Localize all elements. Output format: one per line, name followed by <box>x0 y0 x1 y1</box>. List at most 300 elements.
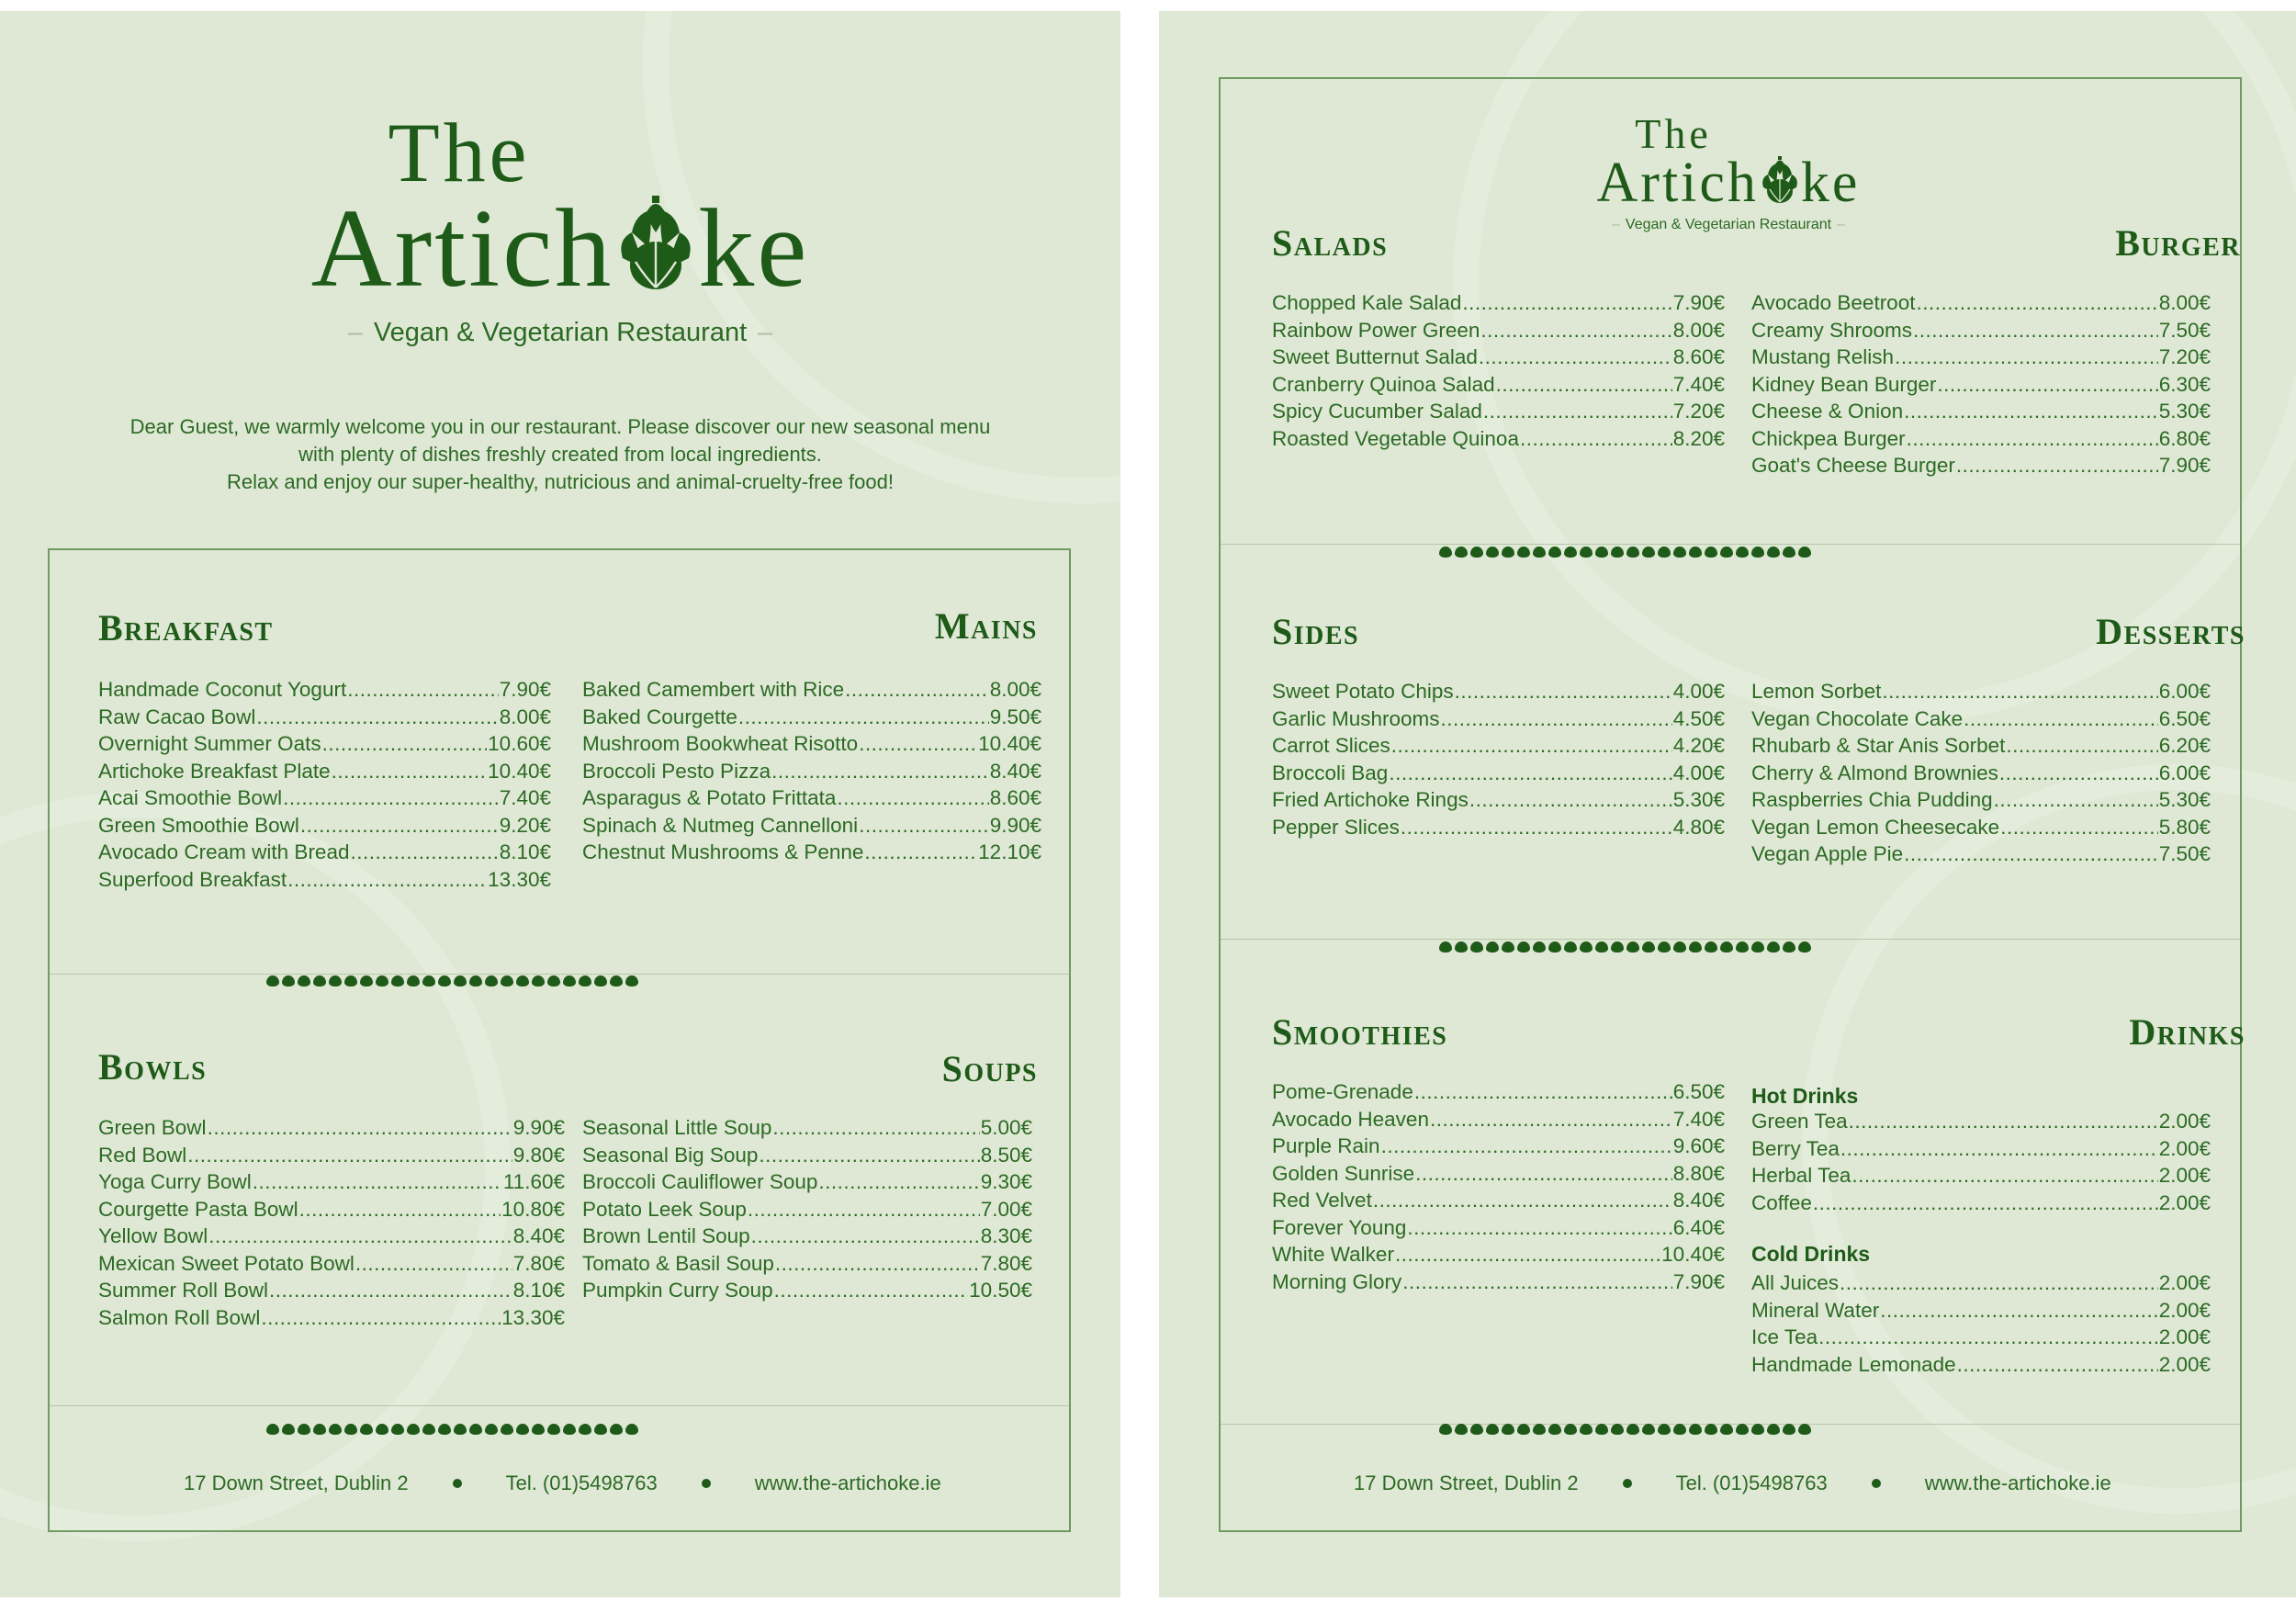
menu-item-price: 8.10€ <box>499 840 551 863</box>
soups-list <box>582 1116 1032 1306</box>
menu-item-name: Berry Tea <box>1751 1136 1840 1160</box>
menu-item-name: Sweet Potato Chips <box>1272 680 1454 703</box>
menu-item-name: Summer Roll Bowl <box>98 1279 269 1302</box>
menu-item-price: 7.00€ <box>980 1197 1032 1221</box>
menu-item-price: 2.00€ <box>2158 1136 2211 1160</box>
leaf-icon <box>422 975 435 987</box>
menu-item-name: Asparagus & Potato Frittata <box>582 786 837 809</box>
menu-item-price: 5.30€ <box>2158 788 2211 811</box>
menu-item <box>1751 1353 2211 1381</box>
menu-item-name: Coffee <box>1751 1190 1812 1214</box>
menu-item <box>98 1116 565 1144</box>
menu-item-price: 4.00€ <box>1672 680 1725 703</box>
menu-item <box>1751 427 2211 455</box>
menu-item-name: Pome-Grenade <box>1272 1080 1413 1103</box>
leaf-icon <box>438 975 451 987</box>
dot-leader <box>261 1306 501 1327</box>
menu-item-name: Vegan Chocolate Cake <box>1751 706 1964 730</box>
dot-leader <box>771 760 989 781</box>
leaf-icon <box>1705 1424 1717 1435</box>
menu-item <box>582 760 1041 787</box>
contact-footer <box>1354 1471 2111 1495</box>
leaf-icon <box>360 1424 373 1435</box>
menu-item <box>98 1170 565 1198</box>
menu-item-name: Goat's Cheese Burger <box>1751 454 1955 477</box>
leaf-divider-icon <box>1439 941 1811 953</box>
leaf-icon <box>1642 941 1655 953</box>
leaf-icon <box>438 1424 451 1435</box>
leaf-icon <box>547 975 560 987</box>
menu-item-name: Raspberries Chia Pudding <box>1751 788 1993 811</box>
dot-leader <box>208 1116 512 1137</box>
leaf-icon <box>1736 547 1749 558</box>
dot-leader <box>1469 788 1672 809</box>
menu-item-price: 8.60€ <box>1672 345 1725 368</box>
leaf-icon <box>532 1424 545 1435</box>
dot-leader <box>1389 761 1671 783</box>
menu-item-price: 7.50€ <box>2158 842 2211 865</box>
menu-item-name: Herbal Tea <box>1751 1164 1851 1187</box>
menu-item-name: Brown Lentil Soup <box>582 1224 750 1247</box>
leaf-icon <box>469 1424 482 1435</box>
leaf-icon <box>344 975 357 987</box>
menu-item-name: Baked Camembert with Rice <box>582 678 845 701</box>
logo-the: The <box>1635 110 1712 157</box>
dot-leader <box>738 705 989 727</box>
sides-title: Sides <box>1272 611 1360 652</box>
dot-leader <box>1840 1271 2158 1292</box>
dot-leader <box>1880 1299 2157 1320</box>
dot-leader <box>283 786 499 807</box>
leaf-icon <box>422 1424 435 1435</box>
leaf-divider-icon <box>1439 547 1811 558</box>
menu-item <box>1272 816 1725 843</box>
leaf-icon <box>1798 547 1811 558</box>
dot-leader <box>269 1279 512 1300</box>
leaf-icon <box>266 1424 279 1435</box>
dot-leader <box>1999 761 2158 783</box>
menu-item-name: Courgette Pasta Bowl <box>98 1197 298 1221</box>
menu-item <box>582 786 1041 814</box>
breakfast-title: Breakfast <box>98 607 274 648</box>
menu-item <box>1751 1137 2211 1165</box>
menu-item <box>1751 1271 2211 1299</box>
leaf-icon <box>1642 1424 1655 1435</box>
menu-item <box>1751 1191 2211 1219</box>
menu-item <box>1751 788 2211 816</box>
leaf-icon <box>298 1424 310 1435</box>
menu-item <box>98 840 551 868</box>
dot-leader <box>2006 734 2157 755</box>
dot-leader <box>845 678 989 699</box>
menu-item-price: 8.80€ <box>1672 1161 1725 1185</box>
leaf-icon <box>1736 1424 1749 1435</box>
drinks-title: Drinks <box>2129 1011 2245 1053</box>
leaf-icon <box>1611 941 1624 953</box>
menu-item-price: 7.90€ <box>1672 291 1725 314</box>
leaf-icon <box>454 1424 467 1435</box>
footer-address: 17 Down Street, Dublin 2 <box>184 1471 409 1494</box>
menu-item <box>1751 707 2211 735</box>
dot-leader <box>751 1224 980 1246</box>
menu-item <box>1272 707 1725 735</box>
desserts-title: Desserts <box>2096 611 2245 652</box>
menu-item-price: 2.00€ <box>2158 1110 2211 1133</box>
leaf-icon <box>610 1424 623 1435</box>
menu-item-price: 9.50€ <box>989 705 1041 728</box>
menu-item <box>98 705 551 733</box>
menu-item-name: Handmade Coconut Yogurt <box>98 678 347 701</box>
menu-item-name: Mexican Sweet Potato Bowl <box>98 1251 355 1275</box>
leaf-icon <box>625 1424 638 1435</box>
menu-item-name: Cranberry Quinoa Salad <box>1272 372 1495 396</box>
menu-item-price: 5.00€ <box>980 1116 1032 1139</box>
section-rule <box>50 1405 1069 1406</box>
welcome-text: Dear Guest, we warmly welcome you in our restaurant. Please discover our new seasonal menu with plenty of dishes freshly created from local ingredients. Relax and enjoy our super-healthy, nutricious and animal-cruelty-free food! <box>129 415 991 493</box>
dot-leader <box>1520 427 1672 448</box>
menu-item-name: Purple Rain <box>1272 1134 1380 1157</box>
menu-item-price: 6.50€ <box>2158 706 2211 730</box>
dot-leader <box>1964 707 2158 728</box>
artichoke-icon <box>1759 156 1801 204</box>
menu-item <box>1751 373 2211 400</box>
leaf-icon <box>594 975 607 987</box>
leaf-icon <box>407 975 420 987</box>
leaf-icon <box>1705 547 1717 558</box>
menu-item <box>1751 816 2211 843</box>
menu-item-name: Rhubarb & Star Anis Sorbet <box>1751 734 2006 757</box>
menu-item <box>1272 427 1725 455</box>
menu-item-name: Spinach & Nutmeg Cannelloni <box>582 813 859 837</box>
leaf-icon <box>485 975 498 987</box>
leaf-icon <box>1673 1424 1686 1435</box>
leaf-icon <box>454 975 467 987</box>
leaf-icon <box>1642 547 1655 558</box>
menu-item-price: 2.00€ <box>2158 1325 2211 1348</box>
leaf-icon <box>376 1424 388 1435</box>
footer-website[interactable]: www.the-artichoke.ie <box>1924 1471 2111 1494</box>
leaf-icon <box>1580 547 1593 558</box>
dot-leader <box>1415 1162 1672 1183</box>
leaf-icon <box>1564 941 1577 953</box>
leaf-icon <box>610 975 623 987</box>
dot-leader <box>748 1198 980 1219</box>
menu-item <box>98 814 551 841</box>
menu-item-price: 13.30€ <box>501 1305 565 1329</box>
menu-item-price: 9.20€ <box>499 813 551 837</box>
menu-item-price: 8.40€ <box>1672 1189 1725 1212</box>
menu-item <box>98 868 551 896</box>
menu-item <box>1751 842 2211 870</box>
menu-item <box>1272 1108 1725 1135</box>
restaurant-logo <box>184 106 937 348</box>
leaf-icon <box>1783 941 1795 953</box>
leaf-icon <box>1658 547 1671 558</box>
leaf-icon <box>1439 547 1452 558</box>
leaf-icon <box>407 1424 420 1435</box>
leaf-icon <box>1767 1424 1780 1435</box>
menu-item-price: 6.00€ <box>2158 761 2211 784</box>
menu-item-price: 8.00€ <box>2158 291 2211 314</box>
leaf-icon <box>1564 547 1577 558</box>
menu-item-price: 8.40€ <box>512 1224 565 1247</box>
bowls-list <box>98 1116 565 1333</box>
menu-item-price: 7.90€ <box>2158 454 2211 477</box>
bullet-icon <box>1872 1479 1881 1488</box>
menu-item <box>582 1144 1032 1171</box>
smoothies-list <box>1272 1080 1725 1297</box>
menu-item-name: Red Velvet <box>1272 1189 1372 1212</box>
leaf-icon <box>1751 547 1764 558</box>
menu-item <box>1272 1134 1725 1162</box>
leaf-icon <box>329 1424 342 1435</box>
menu-item-name: Seasonal Little Soup <box>582 1116 772 1139</box>
menu-item-price: 10.60€ <box>488 732 551 755</box>
leaf-icon <box>1720 547 1733 558</box>
leaf-icon <box>1720 1424 1733 1435</box>
menu-item-price: 6.00€ <box>2158 680 2211 703</box>
dot-leader <box>1414 1080 1672 1101</box>
footer-website[interactable]: www.the-artichoke.ie <box>754 1471 941 1494</box>
dot-leader <box>1373 1189 1672 1210</box>
dot-leader <box>300 814 499 835</box>
menu-item <box>1272 373 1725 400</box>
burger-title: Burger <box>2115 222 2241 264</box>
leaf-icon <box>1767 941 1780 953</box>
dot-leader <box>859 814 989 835</box>
menu-item-price: 7.90€ <box>1672 1269 1725 1293</box>
leaf-icon <box>1470 547 1483 558</box>
menu-item <box>98 1198 565 1225</box>
menu-item-name: Spicy Cucumber Salad <box>1272 400 1482 423</box>
dot-leader <box>1937 373 2157 394</box>
bullet-icon <box>702 1479 711 1488</box>
menu-item <box>582 1170 1032 1198</box>
menu-page-back <box>1159 11 2296 1597</box>
leaf-icon <box>625 975 638 987</box>
dot-leader <box>774 1279 969 1300</box>
salads-list <box>1272 291 1725 454</box>
dot-leader <box>1818 1325 2158 1347</box>
breakfast-list <box>98 678 551 895</box>
menu-item-name: Pumpkin Curry Soup <box>582 1279 773 1302</box>
leaf-icon <box>344 1424 357 1435</box>
logo-name: Artich ke <box>1596 152 1861 214</box>
leaf-icon <box>1455 547 1468 558</box>
menu-item-name: Green Smoothie Bowl <box>98 813 299 837</box>
footer-address: 17 Down Street, Dublin 2 <box>1354 1471 1579 1494</box>
menu-item <box>1272 1243 1725 1270</box>
menu-item <box>1272 680 1725 707</box>
dot-leader <box>1381 1134 1672 1156</box>
menu-item-price: 7.40€ <box>499 786 551 809</box>
menu-item-price: 10.40€ <box>488 759 551 783</box>
menu-item-price: 10.40€ <box>978 732 1041 755</box>
menu-item-price: 6.40€ <box>1672 1215 1725 1239</box>
leaf-icon <box>1517 941 1530 953</box>
menu-item-price: 13.30€ <box>488 867 551 891</box>
leaf-icon <box>1548 547 1561 558</box>
leaf-icon <box>1502 1424 1514 1435</box>
leaf-icon <box>313 975 326 987</box>
dot-leader <box>859 732 977 753</box>
leaf-icon <box>485 1424 498 1435</box>
leaf-icon <box>1626 547 1639 558</box>
dot-leader <box>208 1224 512 1246</box>
sides-list <box>1272 680 1725 842</box>
leaf-icon <box>1736 941 1749 953</box>
menu-item-price: 8.00€ <box>1672 318 1725 342</box>
cold-drinks-list <box>1751 1271 2211 1380</box>
menu-item-name: Kidney Bean Burger <box>1751 372 1937 396</box>
menu-item <box>1272 345 1725 373</box>
menu-item-name: Forever Young <box>1272 1215 1407 1239</box>
menu-item-price: 8.00€ <box>989 678 1041 701</box>
dot-leader <box>1907 427 2158 448</box>
leaf-icon <box>1455 1424 1468 1435</box>
menu-item-price: 9.90€ <box>989 813 1041 837</box>
menu-item-name: Red Bowl <box>98 1143 187 1167</box>
menu-item-price: 5.30€ <box>1672 788 1725 811</box>
menu-item-price: 7.20€ <box>2158 345 2211 368</box>
leaf-icon <box>1689 941 1702 953</box>
leaf-icon <box>1486 547 1499 558</box>
menu-item-price: 7.90€ <box>499 678 551 701</box>
menu-item <box>582 814 1041 841</box>
menu-item-name: Yoga Curry Bowl <box>98 1170 252 1193</box>
leaf-icon <box>1626 941 1639 953</box>
dot-leader <box>1956 454 2158 475</box>
menu-item-price: 7.50€ <box>2158 318 2211 342</box>
menu-item-price: 6.80€ <box>2158 426 2211 450</box>
dot-leader <box>350 840 498 862</box>
leaf-icon <box>1580 941 1593 953</box>
leaf-icon <box>563 1424 576 1435</box>
leaf-icon <box>1470 941 1483 953</box>
section-rule <box>1221 939 2240 940</box>
menu-item-price: 5.80€ <box>2158 815 2211 839</box>
menu-item-name: Vegan Lemon Cheesecake <box>1751 815 2000 839</box>
leaf-icon <box>313 1424 326 1435</box>
menu-item-name: Sweet Butternut Salad <box>1272 345 1478 368</box>
dot-leader <box>1480 319 1671 340</box>
dot-leader <box>256 705 498 727</box>
menu-item-name: Seasonal Big Soup <box>582 1143 759 1167</box>
menu-item <box>98 1144 565 1171</box>
menu-item-price: 12.10€ <box>978 840 1041 863</box>
dot-leader <box>1840 1137 2158 1158</box>
menu-item <box>582 705 1041 733</box>
leaf-icon <box>501 1424 513 1435</box>
leaf-icon <box>1673 941 1686 953</box>
leaf-icon <box>282 1424 295 1435</box>
dot-leader <box>1913 319 2158 340</box>
leaf-icon <box>1533 547 1546 558</box>
menu-item <box>1751 734 2211 761</box>
dot-leader <box>1904 842 2158 863</box>
menu-item <box>582 1279 1032 1306</box>
menu-item <box>1751 1299 2211 1326</box>
menu-item-name: Fried Artichoke Rings <box>1272 788 1469 811</box>
leaf-icon <box>1533 941 1546 953</box>
dot-leader <box>1462 291 1671 312</box>
leaf-icon <box>1673 547 1686 558</box>
hot-drinks-title: Hot Drinks <box>1751 1084 1859 1108</box>
leaf-icon <box>360 975 373 987</box>
leaf-icon <box>501 975 513 987</box>
dot-leader <box>1994 788 2158 809</box>
menu-item-name: Chopped Kale Salad <box>1272 291 1462 314</box>
leaf-icon <box>1705 941 1717 953</box>
dot-leader <box>1895 345 2158 366</box>
menu-item-name: Broccoli Pesto Pizza <box>582 759 771 783</box>
menu-item-name: Carrot Slices <box>1272 734 1390 757</box>
menu-item-name: White Walker <box>1272 1243 1394 1266</box>
menu-item-price: 8.10€ <box>512 1279 565 1302</box>
leaf-icon <box>1626 1424 1639 1435</box>
dot-leader <box>322 732 488 753</box>
menu-item <box>98 786 551 814</box>
menu-item-price: 8.50€ <box>980 1143 1032 1167</box>
menu-item <box>1272 1216 1725 1244</box>
menu-item <box>1751 1164 2211 1191</box>
leaf-icon <box>1517 547 1530 558</box>
mains-title: Mains <box>934 605 1038 647</box>
leaf-divider-icon <box>266 1424 638 1435</box>
dot-leader <box>1455 680 1672 701</box>
leaf-icon <box>563 975 576 987</box>
menu-item <box>1751 761 2211 789</box>
menu-item-price: 7.80€ <box>512 1251 565 1275</box>
leaf-icon <box>266 975 279 987</box>
leaf-icon <box>1611 1424 1624 1435</box>
leaf-icon <box>1548 1424 1561 1435</box>
menu-item-name: Avocado Beetroot <box>1751 291 1916 314</box>
leaf-icon <box>1658 1424 1671 1435</box>
dot-leader <box>1851 1164 2157 1185</box>
leaf-icon <box>391 975 404 987</box>
menu-item-price: 6.20€ <box>2158 734 2211 757</box>
menu-item <box>1272 319 1725 346</box>
menu-item-name: Cheese & Onion <box>1751 400 1904 423</box>
dot-leader <box>1904 400 2158 421</box>
menu-item-name: Artichoke Breakfast Plate <box>98 759 331 783</box>
menu-page-front <box>0 11 1120 1597</box>
leaf-icon <box>1767 547 1780 558</box>
menu-item-name: Golden Sunrise <box>1272 1161 1415 1185</box>
menu-item <box>1272 291 1725 319</box>
dot-leader <box>1882 680 2157 701</box>
dot-leader <box>1849 1110 2158 1131</box>
leaf-icon <box>1595 941 1608 953</box>
footer-phone: Tel. (01)5498763 <box>505 1471 658 1494</box>
menu-item-name: Roasted Vegetable Quinoa <box>1272 426 1519 450</box>
leaf-divider-icon <box>266 975 638 987</box>
logo-tagline: – Vegan & Vegetarian Restaurant – <box>1612 217 1845 232</box>
menu-item-name: Green Bowl <box>98 1116 207 1139</box>
leaf-icon <box>1751 1424 1764 1435</box>
leaf-icon <box>1783 547 1795 558</box>
dot-leader <box>1813 1191 2158 1212</box>
leaf-icon <box>329 975 342 987</box>
menu-item <box>1272 1162 1725 1189</box>
leaf-icon <box>1439 1424 1452 1435</box>
menu-item-name: Chickpea Burger <box>1751 426 1906 450</box>
menu-item-price: 8.40€ <box>989 759 1041 783</box>
menu-item-price: 8.00€ <box>499 705 551 728</box>
leaf-icon <box>282 975 295 987</box>
dot-leader <box>355 1252 512 1273</box>
